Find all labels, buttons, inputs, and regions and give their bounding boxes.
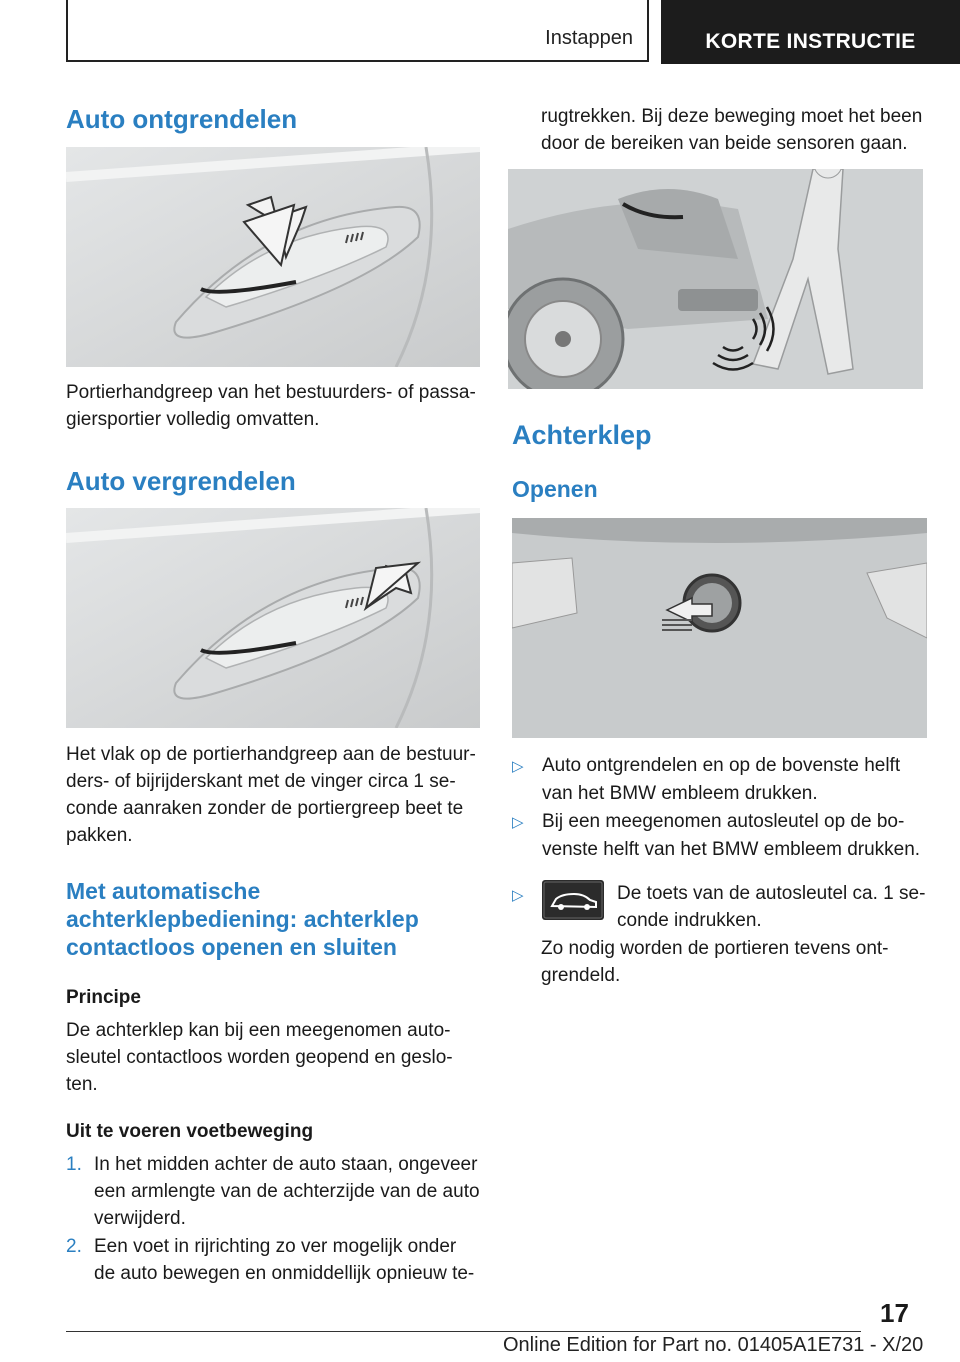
continued-line-1: rugtrekken. Bij deze beweging moet het been: [541, 106, 923, 127]
step-2-number: 2.: [66, 1236, 82, 1257]
principle-heading: Principe: [66, 987, 141, 1008]
lock-caption-line-2: ders- of bijrijderskant met de vinger circa 1 se-: [66, 771, 456, 792]
header-section-title: Instappen: [545, 27, 633, 49]
lock-caption-line-1: Het vlak op de portierhandgreep aan de bestuur-: [66, 744, 476, 765]
footer-divider: [66, 1331, 861, 1332]
bullet-item-2: [512, 808, 932, 863]
lock-heading: Auto vergrendelen: [66, 466, 296, 496]
tailgate-heading: Achterklep: [512, 420, 652, 450]
auto-tailgate-heading-line-2: achterklepbediening: achterklep: [66, 906, 419, 932]
unlock-heading: Auto ontgrendelen: [66, 104, 298, 134]
step-2-line-1: Een voet in rijrichting zo ver mogelijk onder: [94, 1236, 457, 1257]
foot-gesture-figure: [508, 169, 923, 389]
step-1-line-1: In het midden achter de auto staan, ongeveer: [94, 1154, 478, 1175]
header-section-tab: [66, 0, 649, 62]
step-2: [66, 1233, 486, 1287]
open-heading: Openen: [512, 476, 598, 502]
unlock-caption-line-2: giersportier volledig omvatten.: [66, 409, 320, 430]
note-line-1: Zo nodig worden de portieren tevens ont-: [541, 938, 889, 959]
step-1-line-2: een armlengte van de achterzijde van de auto: [94, 1181, 480, 1202]
step-1-number: 1.: [66, 1154, 82, 1175]
bullet-marker-icon: ▷: [512, 887, 524, 904]
lock-caption-line-3: conde aanraken zonder de portiergreep beet te: [66, 798, 464, 819]
bullet-marker-icon: ▷: [512, 814, 524, 831]
footer-edition: Online Edition for Part no. 01405A1E731 - X/20: [503, 1334, 924, 1356]
step-2-line-2: de auto bewegen en onmiddellijk opnieuw te-: [94, 1263, 475, 1284]
bullet-1-line-1: Auto ontgrendelen en op de bovenste helft: [542, 755, 901, 776]
principle-line-3: ten.: [66, 1074, 98, 1095]
auto-tailgate-heading-line-1: Met automatische: [66, 878, 261, 904]
motion-heading: Uit te voeren voetbeweging: [66, 1121, 314, 1142]
bullet-item-1: [512, 752, 932, 807]
header-chapter-tab: [661, 0, 960, 64]
unlock-caption-line-1: Portierhandgreep van het bestuurders- of passa-: [66, 382, 476, 403]
step-1-line-3: verwijderd.: [94, 1208, 186, 1229]
lock-caption-line-4: pakken.: [66, 825, 133, 846]
bullet-2-line-1: Bij een meegenomen autosleutel op de bo-: [542, 811, 905, 832]
continued-line-2: door de bereiken van beide sensoren gaan.: [541, 133, 908, 154]
bullet-3-line-2: conde indrukken.: [617, 910, 762, 931]
step-1: [66, 1151, 486, 1232]
auto-tailgate-heading-line-3: contactloos openen en sluiten: [66, 934, 397, 960]
header-chapter-title: KORTE INSTRUCTIE: [705, 30, 916, 53]
car-key-tailgate-button-icon: [542, 880, 604, 920]
door-handle-unlock-figure: [66, 147, 480, 367]
page-number: 17: [880, 1298, 909, 1328]
principle-line-2: sleutel contactloos worden geopend en geslo-: [66, 1047, 453, 1068]
principle-line-1: De achterklep kan bij een meegenomen auto-: [66, 1020, 451, 1041]
bullet-2-line-2: venste helft van het BMW embleem drukken.: [542, 839, 921, 860]
door-handle-lock-figure: [66, 508, 480, 728]
bmw-emblem-figure: [512, 518, 927, 738]
bullet-1-line-2: van het BMW embleem drukken.: [542, 783, 818, 804]
bullet-3-line-1: De toets van de autosleutel ca. 1 se-: [617, 883, 926, 904]
bullet-marker-icon: ▷: [512, 758, 524, 775]
note-line-2: grendeld.: [541, 965, 621, 986]
